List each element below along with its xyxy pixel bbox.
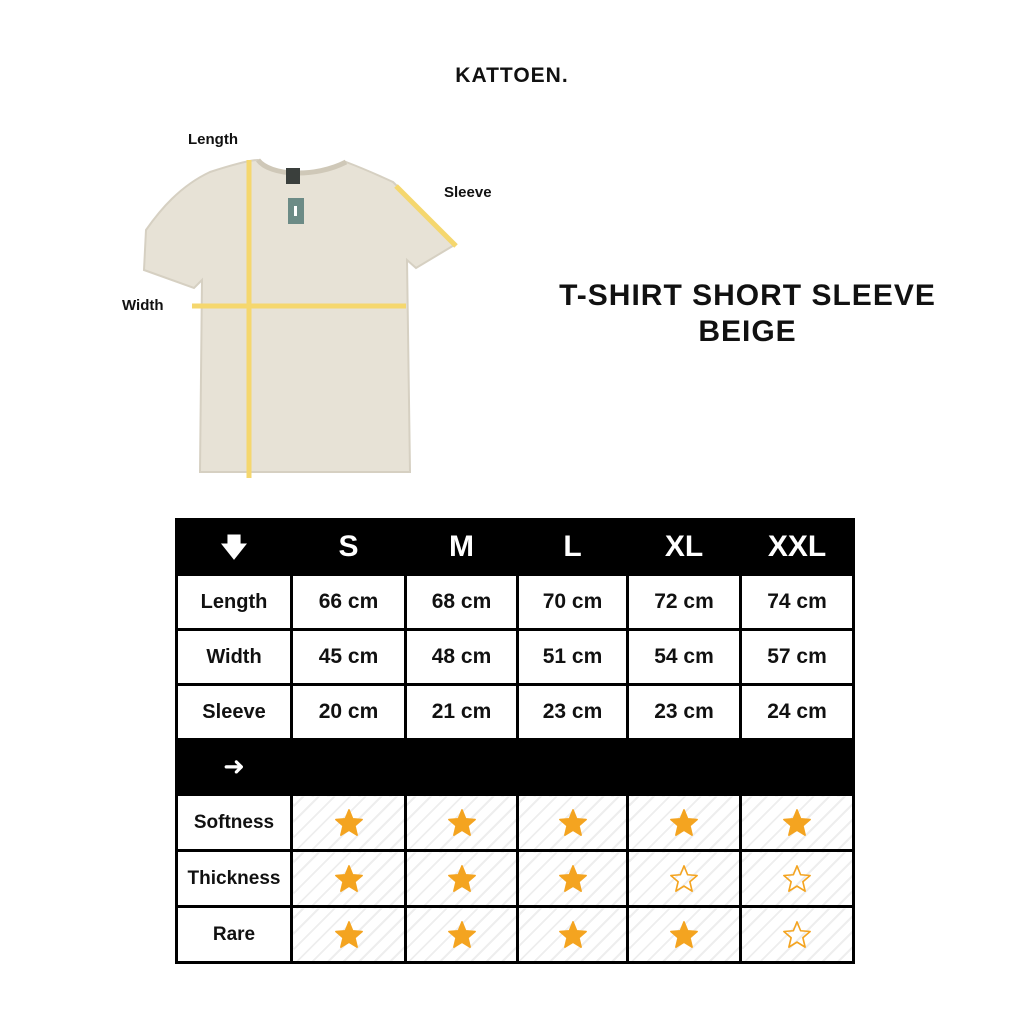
size-chart-table <box>175 518 855 964</box>
row-label: Length <box>177 575 292 630</box>
star-cell <box>406 907 518 963</box>
star-cell <box>292 907 406 963</box>
star-cell <box>628 795 741 851</box>
row-label: Softness <box>177 795 292 851</box>
table-row-length <box>177 575 854 630</box>
size-header-row <box>177 520 854 575</box>
star-cell <box>292 795 406 851</box>
row-label: Sleeve <box>177 685 292 740</box>
divider-fill <box>292 740 854 795</box>
tshirt-image <box>110 120 510 490</box>
measure-cell: 24 cm <box>741 685 854 740</box>
product-title <box>520 278 975 350</box>
arrow-down-icon: 🡇 <box>177 520 292 575</box>
table-row-softness <box>177 795 854 851</box>
measure-cell: 68 cm <box>406 575 518 630</box>
size-header-xl: XL <box>628 520 741 575</box>
measure-cell: 72 cm <box>628 575 741 630</box>
rating-divider-row <box>177 740 854 795</box>
star-filled-icon <box>334 920 364 950</box>
measure-cell: 23 cm <box>628 685 741 740</box>
star-cell <box>628 907 741 963</box>
star-cell <box>741 907 854 963</box>
measure-cell: 70 cm <box>518 575 628 630</box>
star-filled-icon <box>447 808 477 838</box>
star-filled-icon <box>558 864 588 894</box>
star-filled-icon <box>558 808 588 838</box>
tshirt-diagram <box>110 120 510 490</box>
measure-cell: 20 cm <box>292 685 406 740</box>
arrow-right-icon: ➜ <box>177 740 292 795</box>
table-row-width <box>177 630 854 685</box>
measure-cell: 74 cm <box>741 575 854 630</box>
row-label: Rare <box>177 907 292 963</box>
measure-cell: 54 cm <box>628 630 741 685</box>
width-label: Width <box>122 297 164 314</box>
size-header-m: M <box>406 520 518 575</box>
star-filled-icon <box>669 808 699 838</box>
row-label: Width <box>177 630 292 685</box>
sleeve-label: Sleeve <box>444 184 492 201</box>
star-outline-icon <box>669 864 699 894</box>
measure-cell: 51 cm <box>518 630 628 685</box>
table-row-thickness <box>177 851 854 907</box>
table-row-sleeve <box>177 685 854 740</box>
star-filled-icon <box>334 808 364 838</box>
star-outline-icon <box>782 920 812 950</box>
product-title-line2: BEIGE <box>698 315 797 348</box>
measure-cell: 21 cm <box>406 685 518 740</box>
star-filled-icon <box>782 808 812 838</box>
brand-logo: KATTOEN. <box>455 64 569 87</box>
star-filled-icon <box>558 920 588 950</box>
row-label: Thickness <box>177 851 292 907</box>
star-cell <box>518 907 628 963</box>
star-cell <box>518 795 628 851</box>
measure-cell: 48 cm <box>406 630 518 685</box>
product-title-line1: T-SHIRT SHORT SLEEVE <box>559 279 936 312</box>
star-cell <box>741 851 854 907</box>
size-header-l: L <box>518 520 628 575</box>
measure-cell: 66 cm <box>292 575 406 630</box>
star-filled-icon <box>334 864 364 894</box>
star-filled-icon <box>447 864 477 894</box>
star-filled-icon <box>447 920 477 950</box>
table-row-rare <box>177 907 854 963</box>
measure-cell: 57 cm <box>741 630 854 685</box>
star-filled-icon <box>669 920 699 950</box>
star-cell <box>406 851 518 907</box>
star-cell <box>292 851 406 907</box>
measure-cell: 45 cm <box>292 630 406 685</box>
star-outline-icon <box>782 864 812 894</box>
length-label: Length <box>188 131 238 148</box>
measure-cell: 23 cm <box>518 685 628 740</box>
star-cell <box>518 851 628 907</box>
star-cell <box>628 851 741 907</box>
size-header-xxl: XXL <box>741 520 854 575</box>
size-header-s: S <box>292 520 406 575</box>
star-cell <box>406 795 518 851</box>
star-cell <box>741 795 854 851</box>
